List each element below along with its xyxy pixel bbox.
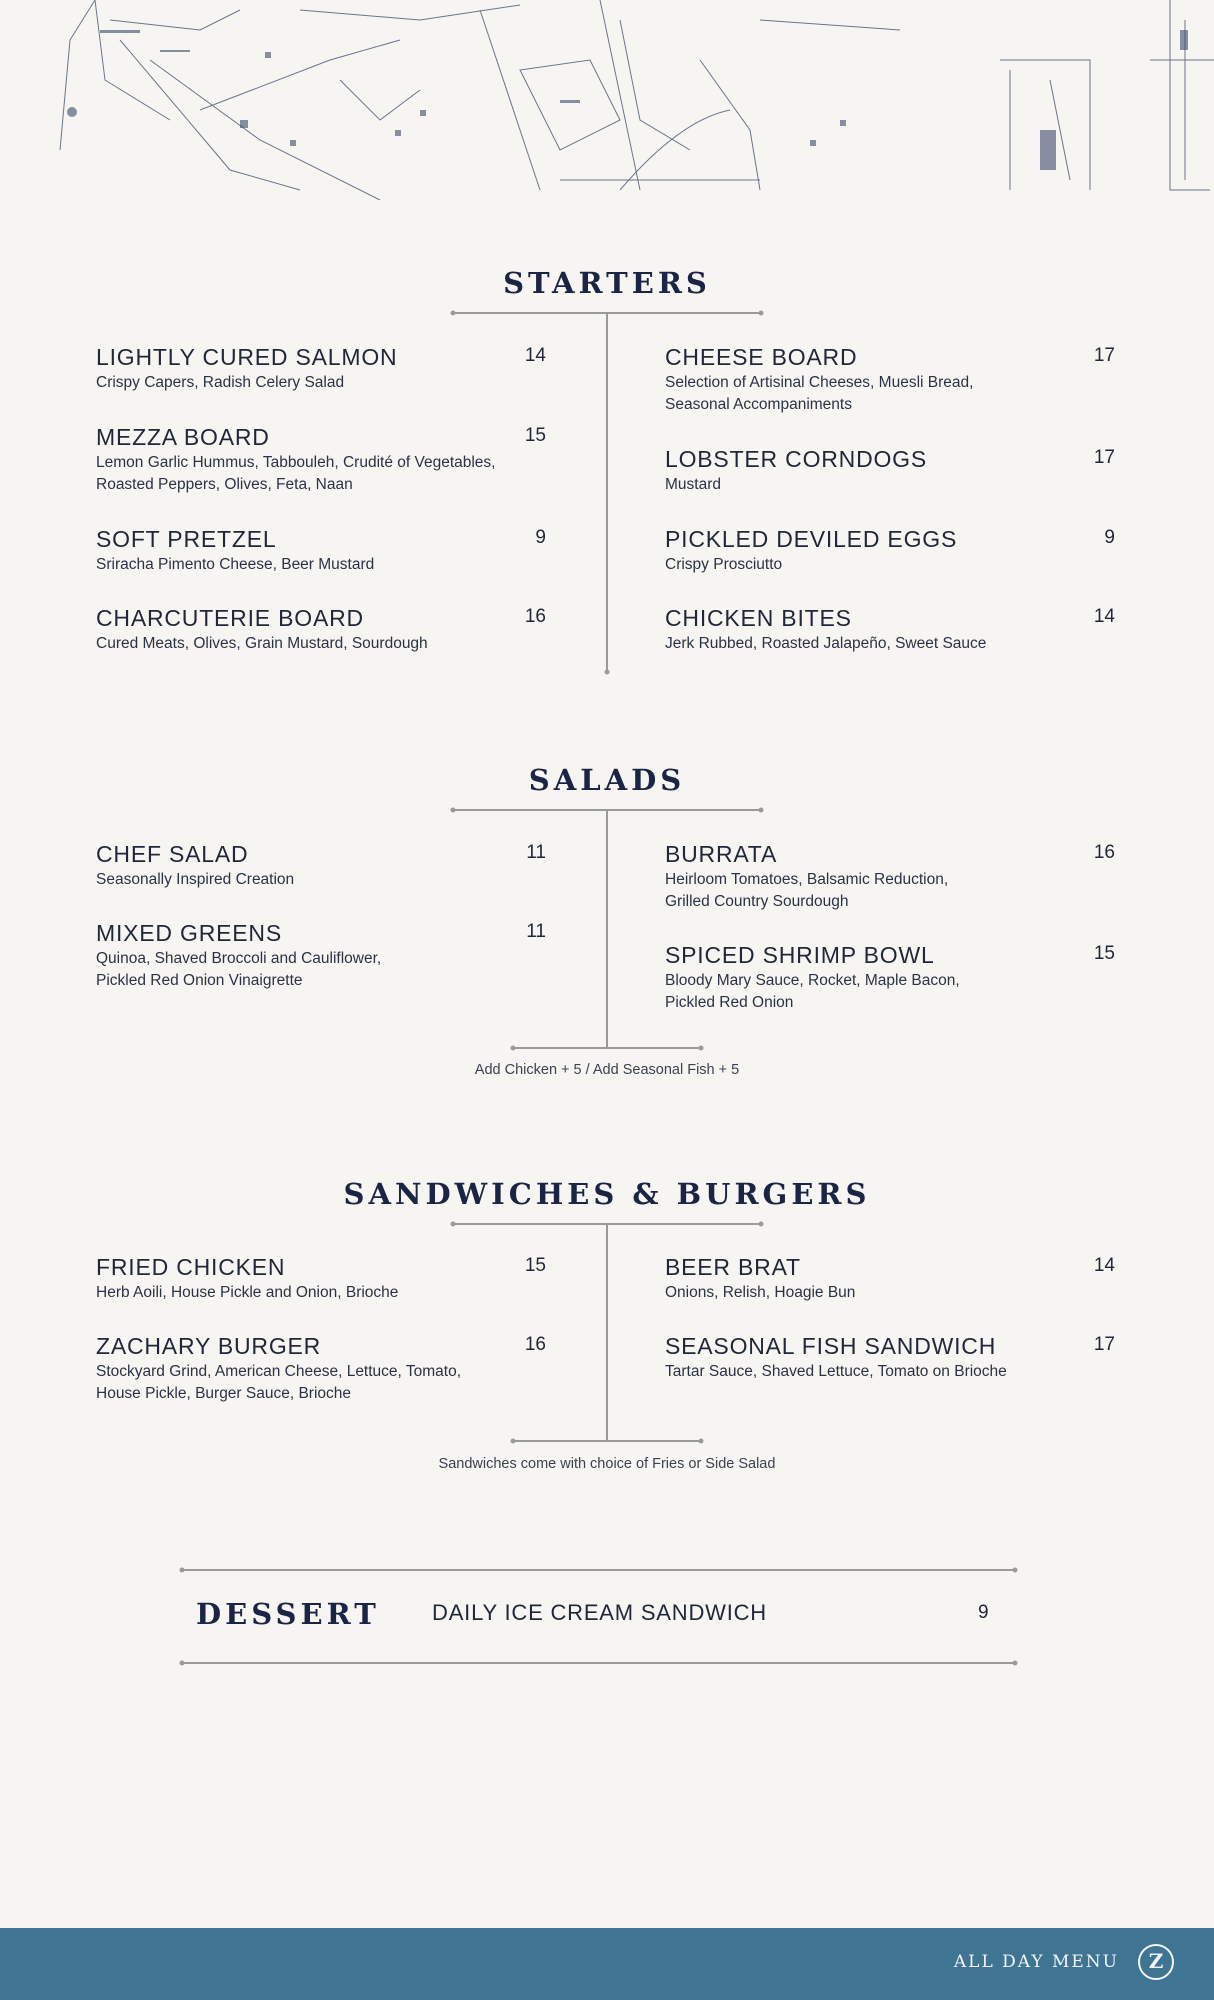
item-price: 15: [524, 425, 546, 446]
item-price: 14: [524, 345, 546, 366]
item-name: ZACHARY BURGER: [96, 1333, 322, 1359]
item-description: Cured Meats, Olives, Grain Mustard, Sourdough: [96, 635, 428, 652]
item-name: CHICKEN BITES: [665, 605, 852, 631]
item-name: BURRATA: [665, 841, 778, 867]
item-description: Crispy Capers, Radish Celery Salad: [96, 374, 345, 391]
menu-item-lightly-cured-salmon: [96, 343, 546, 394]
item-price: 9: [1104, 527, 1115, 548]
section-title-sandwiches-burgers: SANDWICHES & BURGERS: [343, 1177, 871, 1211]
menu-item-mixed-greens: [96, 919, 546, 992]
menu-item-soft-pretzel: [96, 525, 546, 576]
item-name: SOFT PRETZEL: [96, 526, 277, 552]
menu-item-zachary-burger: [96, 1332, 546, 1405]
item-description: Jerk Rubbed, Roasted Jalapeño, Sweet Sauce: [665, 635, 987, 652]
dessert-item-price: 9: [978, 1602, 989, 1623]
item-description: Herb Aoili, House Pickle and Onion, Brioche: [96, 1284, 399, 1301]
item-price: 16: [524, 606, 546, 627]
item-price: 11: [526, 842, 546, 863]
item-price: 17: [1093, 345, 1115, 366]
item-price: 15: [1093, 943, 1115, 964]
menu-item-beer-brat: [665, 1253, 1115, 1304]
item-name: SEASONAL FISH SANDWICH: [665, 1333, 997, 1359]
footer-bar: [0, 1928, 1214, 2000]
section-title-salads: SALADS: [528, 763, 686, 797]
menu-item-chef-salad: [96, 840, 546, 891]
menu-item-spiced-shrimp-bowl: [665, 941, 1115, 1014]
item-name: PICKLED DEVILED EGGS: [665, 526, 958, 552]
item-description: Selection of Artisinal Cheeses, Muesli Bread, Seasonal Accompaniments: [665, 374, 974, 413]
menu-item-charcuterie-board: [96, 604, 546, 655]
salads-add-on-note: Add Chicken + 5 / Add Seasonal Fish + 5: [474, 1062, 740, 1078]
item-price: 17: [1093, 1334, 1115, 1355]
section-title-starters: STARTERS: [503, 266, 711, 300]
item-description: Sriracha Pimento Cheese, Beer Mustard: [96, 556, 375, 573]
menu-item-pickled-deviled-eggs: [665, 525, 1115, 576]
item-name: MEZZA BOARD: [96, 424, 270, 450]
item-description: Seasonally Inspired Creation: [96, 871, 295, 888]
item-price: 15: [524, 1255, 546, 1276]
menu-item-chicken-bites: [665, 604, 1115, 655]
item-name: CHEF SALAD: [96, 841, 249, 867]
menu-item-cheese-board: [665, 343, 1115, 416]
menu-item-mezza-board: [96, 423, 546, 496]
item-description: Quinoa, Shaved Broccoli and Cauliflower, Pickled Red Onion Vinaigrette: [96, 950, 382, 989]
item-description: Lemon Garlic Hummus, Tabbouleh, Crudité of Vegetables, Roasted Peppers, Olives, Feta, Naan: [96, 454, 496, 493]
menu-item-burrata: [665, 840, 1115, 913]
sandwiches-side-note: Sandwiches come with choice of Fries or Side Salad: [438, 1456, 776, 1472]
dessert-item-name: DAILY ICE CREAM SANDWICH: [432, 1600, 767, 1625]
item-price: 14: [1093, 1255, 1115, 1276]
item-description: Onions, Relish, Hoagie Bun: [665, 1284, 856, 1301]
item-name: CHEESE BOARD: [665, 344, 858, 370]
item-description: Mustard: [665, 476, 721, 493]
item-price: 16: [1093, 842, 1115, 863]
item-price: 16: [524, 1334, 546, 1355]
item-description: Crispy Prosciutto: [665, 556, 783, 573]
item-name: FRIED CHICKEN: [96, 1254, 286, 1280]
item-price: 9: [535, 527, 546, 548]
item-name: MIXED GREENS: [96, 920, 282, 946]
item-description: Bloody Mary Sauce, Rocket, Maple Bacon, Pickled Red Onion: [665, 972, 960, 1011]
item-description: Stockyard Grind, American Cheese, Lettuce, Tomato, House Pickle, Burger Sauce, Brioche: [96, 1363, 462, 1402]
item-name: LIGHTLY CURED SALMON: [96, 344, 398, 370]
item-price: 17: [1093, 447, 1115, 468]
section-title-dessert: DESSERT: [196, 1597, 380, 1631]
blueprint-header-art: [0, 0, 1214, 200]
item-price: 11: [526, 921, 546, 942]
item-description: Tartar Sauce, Shaved Lettuce, Tomato on Brioche: [665, 1363, 1007, 1380]
item-description: Heirloom Tomatoes, Balsamic Reduction, Grilled Country Sourdough: [665, 871, 949, 910]
item-price: 14: [1093, 606, 1115, 627]
item-name: BEER BRAT: [665, 1254, 801, 1280]
item-name: CHARCUTERIE BOARD: [96, 605, 364, 631]
menu-item-fried-chicken: [96, 1253, 546, 1304]
footer-label: ALL DAY MENU: [953, 1952, 1119, 1972]
menu-item-seasonal-fish-sandwich: [665, 1332, 1115, 1383]
item-name: SPICED SHRIMP BOWL: [665, 942, 935, 968]
menu-item-lobster-corndogs: [665, 445, 1115, 496]
z-logo-icon: Z: [1138, 1944, 1174, 1980]
item-name: LOBSTER CORNDOGS: [665, 446, 928, 472]
